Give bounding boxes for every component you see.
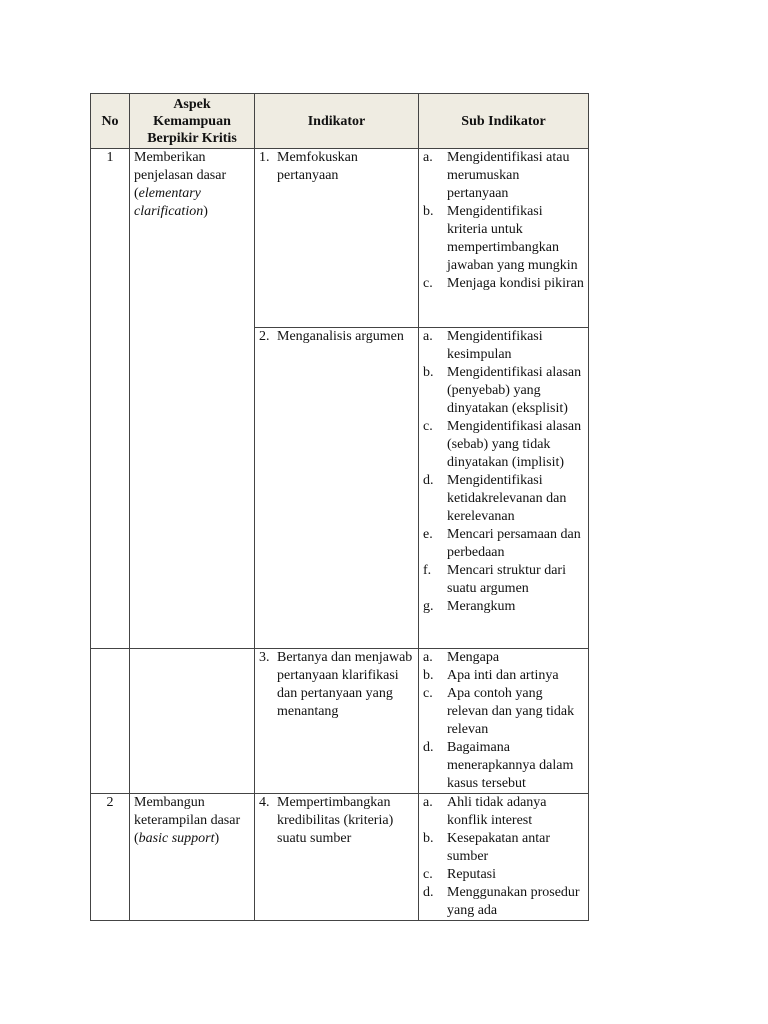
sub-indikator-item — [423, 685, 584, 739]
sub-indikator-marker: d. — [423, 473, 434, 488]
indikator-number: 3. — [259, 650, 270, 665]
sub-indikator-item — [423, 866, 584, 884]
sub-indikator-item — [423, 598, 584, 616]
row-number: 2 — [91, 794, 130, 921]
aspek-text: Memberikan penjelasan dasar — [134, 150, 227, 183]
sub-indikator-text: Mencari struktur dari suatu argumen — [447, 563, 566, 596]
sub-indikator-item — [423, 472, 584, 526]
sub-indikator-text: Kesepakatan antar sumber — [447, 831, 550, 864]
sub-indikator-marker: c. — [423, 419, 433, 434]
indikator-cell — [255, 649, 419, 794]
sub-indikator-marker: a. — [423, 329, 433, 344]
indikator-text: Mempertimbangkan kredibilitas (kriteria) suatu sumber — [277, 795, 394, 846]
row-number — [91, 649, 130, 794]
sub-indikator-marker: g. — [423, 599, 434, 614]
sub-indikator-text: Mengidentifikasi atau merumuskan pertanyaan — [447, 150, 570, 201]
sub-indikator-text: Mengidentifikasi kriteria untuk mempertimbangkan jawaban yang mungkin — [447, 204, 578, 273]
sub-indikator-text: Menjaga kondisi pikiran — [447, 276, 584, 291]
sub-indikator-marker: c. — [423, 867, 433, 882]
sub-indikator-marker: a. — [423, 795, 433, 810]
sub-indikator-text: Menggunakan prosedur yang ada — [447, 885, 580, 918]
sub-indikator-marker: a. — [423, 650, 433, 665]
aspek-text: Membangun keterampilan dasar — [134, 795, 241, 828]
sub-indikator-list — [423, 794, 584, 920]
aspek-cell: Memberikan penjelasan dasar (elementary clarification) — [130, 149, 255, 649]
sub-indikator-text: Mengapa — [447, 650, 500, 665]
indikator-item — [259, 794, 414, 848]
sub-indikator-marker: b. — [423, 831, 434, 846]
sub-indikator-text: Mencari persamaan dan perbedaan — [447, 527, 581, 560]
critical-thinking-table — [90, 93, 589, 921]
sub-indikator-item — [423, 418, 584, 472]
sub-indikator-item — [423, 364, 584, 418]
aspek-english-term: basic support — [138, 831, 215, 846]
sub-indikator-marker: b. — [423, 668, 434, 683]
header-sub-indikator: Sub Indikator — [419, 94, 589, 149]
sub-indikator-list — [423, 328, 584, 616]
sub-indikator-list — [423, 149, 584, 293]
indikator-number: 4. — [259, 795, 270, 810]
indikator-cell — [255, 794, 419, 921]
indikator-text: Memfokuskan pertanyaan — [277, 150, 358, 183]
table-header-row — [91, 94, 589, 149]
sub-indikator-item — [423, 203, 584, 275]
sub-indikator-cell — [419, 328, 589, 649]
sub-indikator-item — [423, 526, 584, 562]
sub-indikator-text: Apa contoh yang relevan dan yang tidak relevan — [447, 686, 575, 737]
indikator-number: 1. — [259, 150, 270, 165]
table-row — [91, 149, 589, 328]
header-indikator: Indikator — [255, 94, 419, 149]
sub-indikator-text: Bagaimana menerapkannya dalam kasus tersebut — [447, 740, 574, 791]
indikator-number: 2. — [259, 329, 270, 344]
sub-indikator-marker: a. — [423, 150, 433, 165]
indikator-text: Bertanya dan menjawab pertanyaan klarifikasi dan pertanyaan yang menantang — [277, 650, 413, 719]
indikator-text: Menganalisis argumen — [277, 329, 404, 344]
sub-indikator-text: Apa inti dan artinya — [447, 668, 559, 683]
sub-indikator-item — [423, 649, 584, 667]
sub-indikator-text: Merangkum — [447, 599, 516, 614]
sub-indikator-text: Ahli tidak adanya konflik interest — [447, 795, 547, 828]
sub-indikator-cell — [419, 149, 589, 328]
indikator-item — [259, 328, 414, 346]
sub-indikator-text: Mengidentifikasi ketidakrelevanan dan kerelevanan — [447, 473, 567, 524]
sub-indikator-text: Reputasi — [447, 867, 496, 882]
sub-indikator-cell — [419, 649, 589, 794]
sub-indikator-marker: b. — [423, 204, 434, 219]
sub-indikator-item — [423, 884, 584, 920]
sub-indikator-item — [423, 275, 584, 293]
sub-indikator-item — [423, 739, 584, 793]
sub-indikator-marker: d. — [423, 740, 434, 755]
indikator-cell — [255, 328, 419, 649]
indikator-item — [259, 649, 414, 721]
aspek-english-term: elementary clarification — [134, 186, 204, 219]
sub-indikator-marker: b. — [423, 365, 434, 380]
sub-indikator-list — [423, 649, 584, 793]
table-row — [91, 649, 589, 794]
sub-indikator-text: Mengidentifikasi kesimpulan — [447, 329, 543, 362]
sub-indikator-marker: c. — [423, 276, 433, 291]
sub-indikator-item — [423, 149, 584, 203]
header-aspek: Aspek Kemampuan Berpikir Kritis — [130, 94, 255, 149]
sub-indikator-marker: f. — [423, 563, 432, 578]
indikator-cell — [255, 149, 419, 328]
sub-indikator-cell — [419, 794, 589, 921]
header-no: No — [91, 94, 130, 149]
indikator-item — [259, 149, 414, 185]
sub-indikator-marker: c. — [423, 686, 433, 701]
sub-indikator-text: Mengidentifikasi alasan (sebab) yang tidak dinyatakan (implisit) — [447, 419, 582, 470]
sub-indikator-item — [423, 562, 584, 598]
sub-indikator-item — [423, 794, 584, 830]
sub-indikator-item — [423, 830, 584, 866]
row-number: 1 — [91, 149, 130, 649]
sub-indikator-item — [423, 667, 584, 685]
sub-indikator-item — [423, 328, 584, 364]
sub-indikator-text: Mengidentifikasi alasan (penyebab) yang dinyatakan (eksplisit) — [447, 365, 582, 416]
table-row — [91, 794, 589, 921]
sub-indikator-marker: d. — [423, 885, 434, 900]
aspek-cell: Membangun keterampilan dasar (basic support) — [130, 794, 255, 921]
aspek-cell — [130, 649, 255, 794]
sub-indikator-marker: e. — [423, 527, 433, 542]
